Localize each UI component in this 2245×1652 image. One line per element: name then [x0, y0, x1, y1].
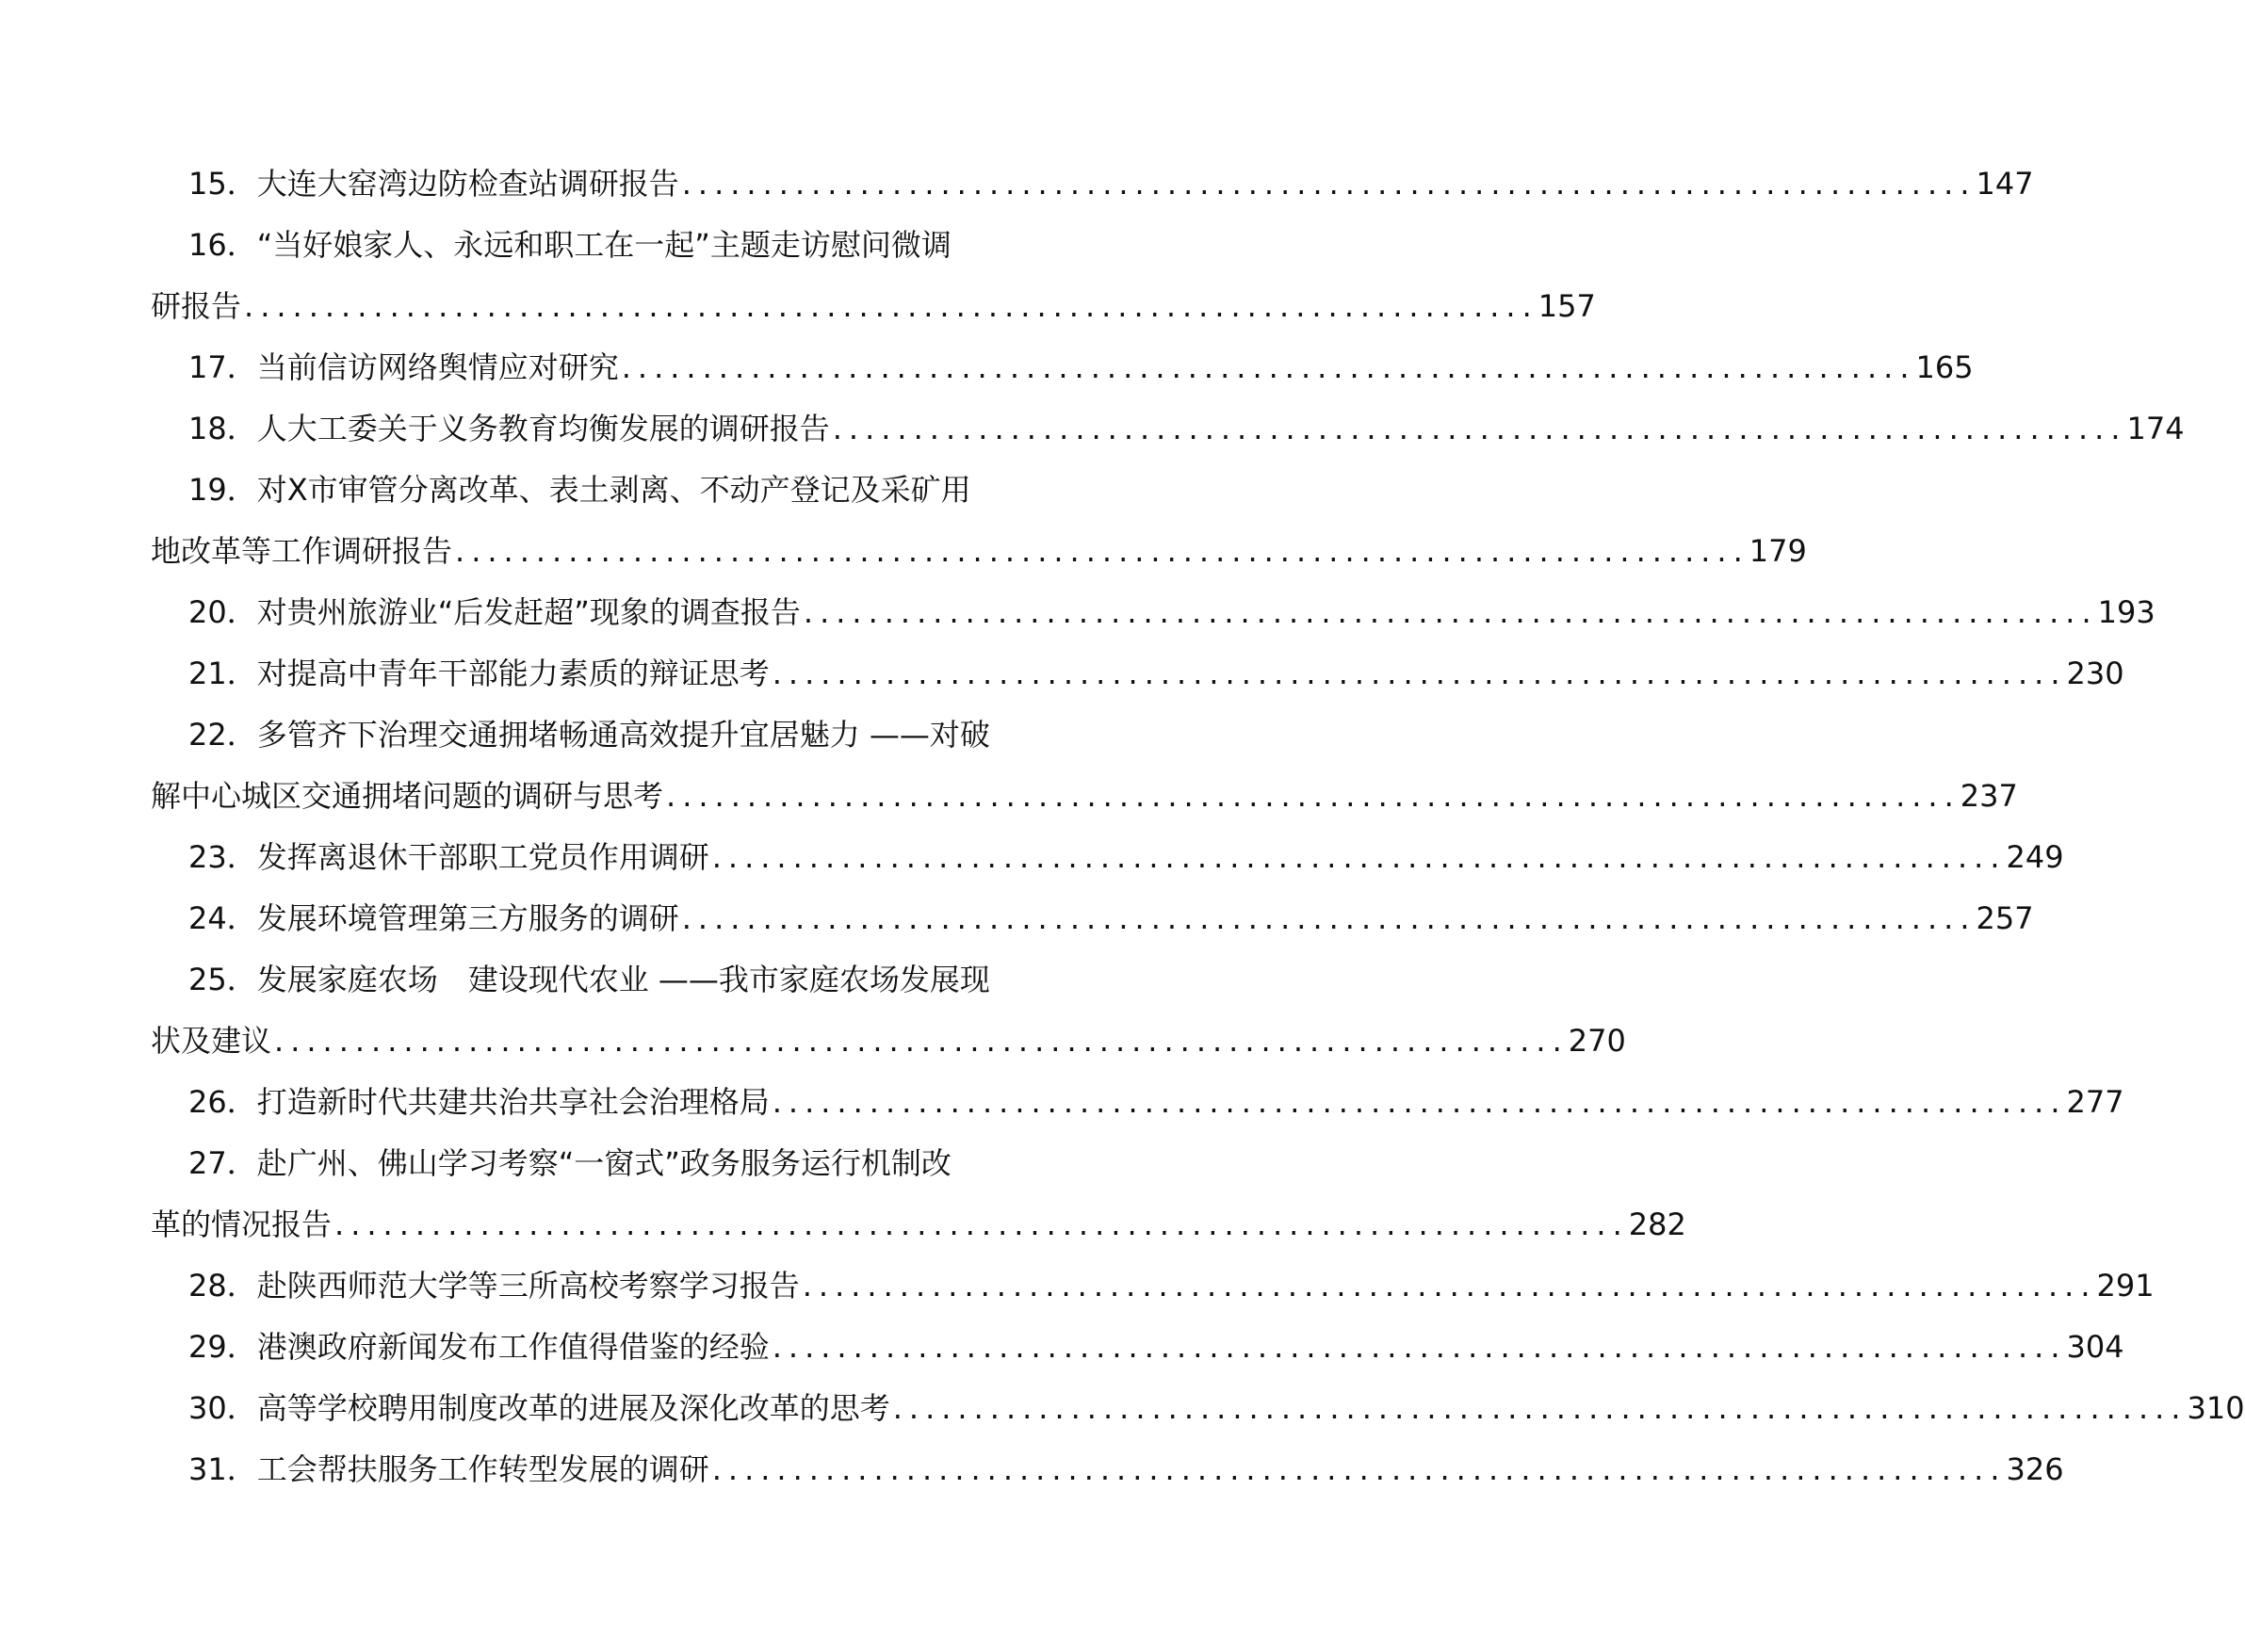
toc-entry-line	[151, 1378, 2245, 1439]
toc-leader-dots: ................................................................................	[244, 288, 1538, 324]
toc-entry-line	[151, 1439, 2064, 1500]
toc-entry-title: 29．港澳政府新闻发布工作值得借鉴的经验	[188, 1329, 770, 1365]
toc-leader-dots: ................................................................................	[772, 656, 2067, 691]
toc-entry-title: 15．大连大窑湾边防检查站调研报告	[188, 166, 679, 202]
toc-entry-line	[151, 521, 1807, 582]
toc-entry-title: 16．“当好娘家人、永远和职工在一起”主题走访慰问微调	[188, 227, 952, 263]
toc-entry-title: 30．高等学校聘用制度改革的进展及深化改革的思考	[188, 1390, 890, 1426]
toc-leader-dots: ................................................................................	[772, 1329, 2067, 1365]
toc-leader-dots: ................................................................................	[832, 411, 2127, 446]
toc-entry-title: 19．对X市审管分离改革、表土剥离、不动产登记及采矿用	[188, 472, 971, 508]
toc-entry-line	[151, 1072, 2124, 1133]
toc-page-number: 291	[2096, 1268, 2155, 1304]
toc-leader-dots: ................................................................................	[274, 1023, 1569, 1059]
toc-leader-dots: ................................................................................	[802, 1268, 2097, 1304]
toc-leader-dots: ................................................................................	[666, 778, 1960, 814]
toc-entry-title: 27．赴广州、佛山学习考察“一窗式”政务服务运行机制改	[188, 1145, 952, 1181]
toc-page-number: 157	[1537, 288, 1596, 324]
toc-page-number: 257	[1976, 900, 2034, 936]
toc-entry-title: 状及建议	[151, 1023, 272, 1059]
toc-entry-title: 解中心城区交通拥堵问题的调研与思考	[151, 778, 664, 814]
toc-leader-dots: ................................................................................	[455, 533, 1749, 569]
toc-entry-title: 研报告	[151, 288, 242, 324]
toc-page-number: 230	[2066, 656, 2124, 691]
toc-leader-dots: ................................................................................	[892, 1390, 2188, 1426]
toc-entry-title: 地改革等工作调研报告	[151, 533, 453, 569]
toc-page-number: 179	[1749, 533, 1807, 569]
toc-page-number: 277	[2066, 1084, 2124, 1120]
toc-entry-line	[151, 888, 2034, 949]
toc-entry-title: 革的情况报告	[151, 1207, 333, 1242]
toc-page-number: 165	[1915, 349, 1974, 385]
toc-entry-title: 26．打造新时代共建共治共享社会治理格局	[188, 1084, 770, 1120]
toc-entry-line	[151, 1133, 970, 1194]
toc-leader-dots: ................................................................................	[711, 1451, 2007, 1487]
toc-entry-line	[151, 643, 2124, 705]
toc-entry-line	[151, 949, 990, 1011]
toc-page-number: 310	[2187, 1390, 2245, 1426]
toc-entry-line	[151, 766, 2018, 827]
toc-page-number: 304	[2066, 1329, 2124, 1365]
toc-leader-dots: ................................................................................	[681, 900, 1977, 936]
toc-leader-dots: ................................................................................	[803, 594, 2098, 630]
toc-entry-title: 22．多管齐下治理交通拥堵畅通高效提升宜居魅力 ——对破	[188, 717, 990, 753]
toc-entry-title: 23．发挥离退休干部职工党员作用调研	[188, 839, 709, 875]
toc-entry-line	[151, 337, 1974, 398]
toc-leader-dots: ................................................................................	[681, 166, 1977, 202]
toc-entry-title: 31．工会帮扶服务工作转型发展的调研	[188, 1451, 709, 1487]
toc-leader-dots: ................................................................................	[334, 1207, 1629, 1242]
toc-entry-line	[151, 1255, 2155, 1317]
toc-entry-line	[151, 1194, 1686, 1255]
toc-entry-line	[151, 276, 1596, 337]
toc-page-number: 282	[1628, 1207, 1686, 1242]
toc-entry-line	[151, 215, 970, 276]
toc-entry-line	[151, 1011, 1626, 1072]
toc-entry-line	[151, 154, 2034, 215]
toc-leader-dots: ................................................................................	[621, 349, 1916, 385]
toc-page-number: 326	[2006, 1451, 2064, 1487]
toc-page-number: 249	[2006, 839, 2064, 875]
toc-page-number: 270	[1568, 1023, 1626, 1059]
toc-entry-title: 21．对提高中青年干部能力素质的辩证思考	[188, 656, 770, 691]
toc-entry-title: 24．发展环境管理第三方服务的调研	[188, 900, 679, 936]
toc-leader-dots: ................................................................................	[711, 839, 2007, 875]
toc-page-number: 174	[2126, 411, 2185, 446]
toc-entry-title: 18．人大工委关于义务教育均衡发展的调研报告	[188, 411, 830, 446]
toc-page-number: 237	[1960, 778, 2018, 814]
table-of-contents	[151, 154, 2245, 1500]
toc-page-number: 147	[1976, 166, 2034, 202]
toc-entry-line	[151, 827, 2064, 888]
toc-entry-line	[151, 398, 2185, 460]
toc-entry-line	[151, 705, 990, 766]
toc-entry-line	[151, 1317, 2124, 1378]
toc-entry-line	[151, 582, 2156, 643]
toc-entry-title: 28．赴陕西师范大学等三所高校考察学习报告	[188, 1268, 800, 1304]
toc-entry-line	[151, 460, 970, 521]
toc-entry-title: 20．对贵州旅游业“后发赶超”现象的调查报告	[188, 594, 801, 630]
toc-entry-title: 17．当前信访网络舆情应对研究	[188, 349, 619, 385]
toc-entry-title: 25．发展家庭农场 建设现代农业 ——我市家庭农场发展现	[188, 962, 990, 997]
toc-page-number: 193	[2097, 594, 2156, 630]
toc-leader-dots: ................................................................................	[772, 1084, 2067, 1120]
